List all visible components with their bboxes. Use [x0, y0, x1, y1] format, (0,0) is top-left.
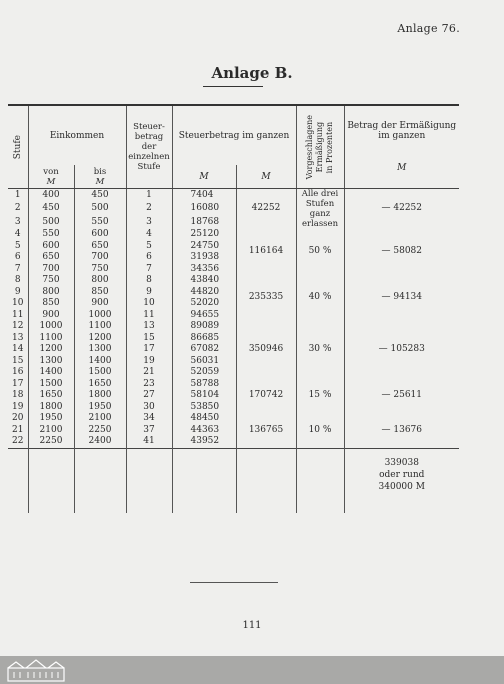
bis-cell: 1950	[74, 402, 126, 414]
bis-cell: 1500	[74, 367, 126, 379]
stufe-cell: 6	[14, 252, 21, 262]
stufe-cell: 17	[12, 378, 24, 389]
gesamt-cell: 43952	[172, 436, 236, 448]
von-cell: 450	[28, 202, 74, 215]
group-sum-cell: 350946	[236, 321, 296, 379]
bis-cell: 850	[74, 287, 126, 299]
gesamt-cell: 67082	[172, 344, 236, 356]
group-percent-cell: 15 %	[296, 379, 344, 414]
steuer-cell: 21	[126, 367, 172, 379]
steuer-cell: 41	[126, 436, 172, 448]
steuer-cell: 4	[126, 229, 172, 241]
bis-cell: 1650	[74, 379, 126, 391]
tax-table	[8, 104, 459, 513]
stufe-cell: 18	[12, 390, 24, 400]
steuer-cell: 2	[126, 202, 172, 215]
stufe-cell: 4	[14, 229, 21, 239]
stufe-cell: 5	[14, 240, 21, 251]
von-cell: 550	[28, 229, 74, 241]
steuer-cell: 19	[126, 356, 172, 368]
total-sum: 339038 oder rund 340000 M	[344, 448, 459, 513]
table-row	[8, 229, 459, 241]
steuer-cell: 5	[126, 241, 172, 253]
gesamt-cell: 86685	[172, 333, 236, 345]
von-cell: 2250	[28, 436, 74, 448]
stufe-cell: 12	[12, 321, 24, 331]
footnote-rule	[190, 582, 278, 583]
von-cell: 1650	[28, 390, 74, 402]
gesamt-cell: 16080	[172, 202, 236, 215]
col-stufe: Stufe	[8, 105, 28, 189]
stufe-cell: 15	[12, 355, 24, 366]
von-cell: 2100	[28, 425, 74, 437]
gesamt-cell: 52020	[172, 298, 236, 310]
von-cell: 1800	[28, 402, 74, 414]
group-sum-cell: 136765	[236, 413, 296, 448]
gesamt-cell: 52059	[172, 367, 236, 379]
bis-cell: 1800	[74, 390, 126, 402]
library-building-icon	[6, 658, 66, 682]
bis-cell: 500	[74, 202, 126, 215]
stufe-cell: 2	[14, 203, 21, 214]
table-row	[8, 379, 459, 391]
gesamt-cell: 89089	[172, 321, 236, 333]
gesamt-cell: 58104	[172, 390, 236, 402]
von-cell: 900	[28, 310, 74, 322]
gesamt-cell: 94655	[172, 310, 236, 322]
col-unit-g2: M	[236, 165, 296, 188]
bis-cell: 450	[74, 189, 126, 203]
gesamt-cell: 18768	[172, 216, 236, 229]
gesamt-cell: 24750	[172, 241, 236, 253]
gesamt-cell: 31938	[172, 252, 236, 264]
stufe-cell: 3	[14, 216, 21, 227]
group-percent-cell: Alle drei Stufen ganz erlassen	[296, 189, 344, 230]
gesamt-cell: 44363	[172, 425, 236, 437]
bis-cell: 2100	[74, 413, 126, 425]
bis-cell: 700	[74, 252, 126, 264]
stufe-cell: 10	[12, 298, 24, 308]
group-betrag-cell: — 13676	[344, 413, 459, 448]
steuer-cell: 1	[126, 189, 172, 203]
page-number: 111	[242, 620, 262, 631]
bis-cell: 2250	[74, 425, 126, 437]
von-cell: 750	[28, 275, 74, 287]
col-vorgeschlagene: Vorgeschlagene Ermäßigung in Prozenten	[296, 105, 344, 189]
steuer-cell: 17	[126, 344, 172, 356]
stufe-cell: 19	[12, 401, 24, 412]
table-row	[8, 413, 459, 425]
col-einkommen: Einkommen	[28, 105, 126, 165]
stufe-cell: 8	[14, 275, 21, 285]
stufe-cell: 1	[14, 189, 21, 200]
stufe-cell: 11	[12, 309, 24, 320]
group-betrag-cell: — 25611	[344, 379, 459, 414]
bis-cell: 800	[74, 275, 126, 287]
annex-number: Anlage 76.	[397, 22, 460, 35]
gesamt-cell: 56031	[172, 356, 236, 368]
gesamt-cell: 48450	[172, 413, 236, 425]
gesamt-cell: 34356	[172, 264, 236, 276]
stufe-cell: 20	[12, 413, 24, 423]
von-cell: 1100	[28, 333, 74, 345]
bis-cell: 1400	[74, 356, 126, 368]
bis-cell: 750	[74, 264, 126, 276]
steuer-cell: 11	[126, 310, 172, 322]
gesamt-cell: 58788	[172, 379, 236, 391]
steuer-cell: 34	[126, 413, 172, 425]
col-betrag: Betrag der Ermäßigung im ganzen M	[344, 105, 459, 189]
bis-cell: 1000	[74, 310, 126, 322]
bis-cell: 900	[74, 298, 126, 310]
footer-bar	[0, 656, 504, 684]
col-von: von M	[28, 165, 74, 188]
gesamt-cell: 7404	[172, 189, 236, 203]
bis-cell: 550	[74, 216, 126, 229]
von-cell: 400	[28, 189, 74, 203]
von-cell: 1500	[28, 379, 74, 391]
stufe-cell: 21	[12, 424, 24, 435]
gesamt-cell: 25120	[172, 229, 236, 241]
steuer-cell: 37	[126, 425, 172, 437]
group-sum-cell: 116164	[236, 229, 296, 275]
steuer-cell: 10	[126, 298, 172, 310]
group-sum-cell: 42252	[236, 189, 296, 230]
stufe-cell: 16	[12, 367, 24, 377]
group-sum-cell: 170742	[236, 379, 296, 414]
group-betrag-cell: — 105283	[344, 321, 459, 379]
bis-cell: 650	[74, 241, 126, 253]
table-row	[8, 275, 459, 287]
von-cell: 1200	[28, 344, 74, 356]
group-percent-cell: 40 %	[296, 275, 344, 321]
stufe-cell: 13	[12, 332, 24, 343]
von-cell: 800	[28, 287, 74, 299]
steuer-cell: 8	[126, 275, 172, 287]
group-percent-cell: 10 %	[296, 413, 344, 448]
von-cell: 1950	[28, 413, 74, 425]
group-betrag-cell: — 58082	[344, 229, 459, 275]
group-betrag-cell: — 42252	[344, 189, 459, 230]
steuer-cell: 9	[126, 287, 172, 299]
steuer-cell: 6	[126, 252, 172, 264]
col-bis: bis M	[74, 165, 126, 188]
gesamt-cell: 44820	[172, 287, 236, 299]
steuer-cell: 3	[126, 216, 172, 229]
group-percent-cell: 30 %	[296, 321, 344, 379]
gesamt-cell: 43840	[172, 275, 236, 287]
stufe-cell: 14	[12, 344, 24, 354]
table-row	[8, 321, 459, 333]
steuer-cell: 30	[126, 402, 172, 414]
group-sum-cell: 235335	[236, 275, 296, 321]
steuer-cell: 13	[126, 321, 172, 333]
von-cell: 600	[28, 241, 74, 253]
col-steuer-einzel: Steuer- betrag der einzelnen Stufe	[126, 105, 172, 189]
bis-cell: 1200	[74, 333, 126, 345]
von-cell: 500	[28, 216, 74, 229]
col-unit-g1: M	[172, 165, 236, 188]
bis-cell: 1100	[74, 321, 126, 333]
von-cell: 1400	[28, 367, 74, 379]
page-title: Anlage B.	[211, 64, 293, 82]
title-underline	[203, 86, 263, 87]
bis-cell: 1300	[74, 344, 126, 356]
von-cell: 1000	[28, 321, 74, 333]
gesamt-cell: 53850	[172, 402, 236, 414]
group-betrag-cell: — 94134	[344, 275, 459, 321]
von-cell: 700	[28, 264, 74, 276]
von-cell: 850	[28, 298, 74, 310]
steuer-cell: 7	[126, 264, 172, 276]
von-cell: 650	[28, 252, 74, 264]
stufe-cell: 9	[14, 286, 21, 297]
steuer-cell: 15	[126, 333, 172, 345]
stufe-cell: 7	[14, 263, 21, 274]
steuer-cell: 23	[126, 379, 172, 391]
von-cell: 1300	[28, 356, 74, 368]
bis-cell: 600	[74, 229, 126, 241]
table-row	[8, 189, 459, 203]
steuer-cell: 27	[126, 390, 172, 402]
col-steuer-ganzen: Steuerbetrag im ganzen	[172, 105, 296, 165]
group-percent-cell: 50 %	[296, 229, 344, 275]
stufe-cell: 22	[12, 436, 24, 446]
bis-cell: 2400	[74, 436, 126, 448]
